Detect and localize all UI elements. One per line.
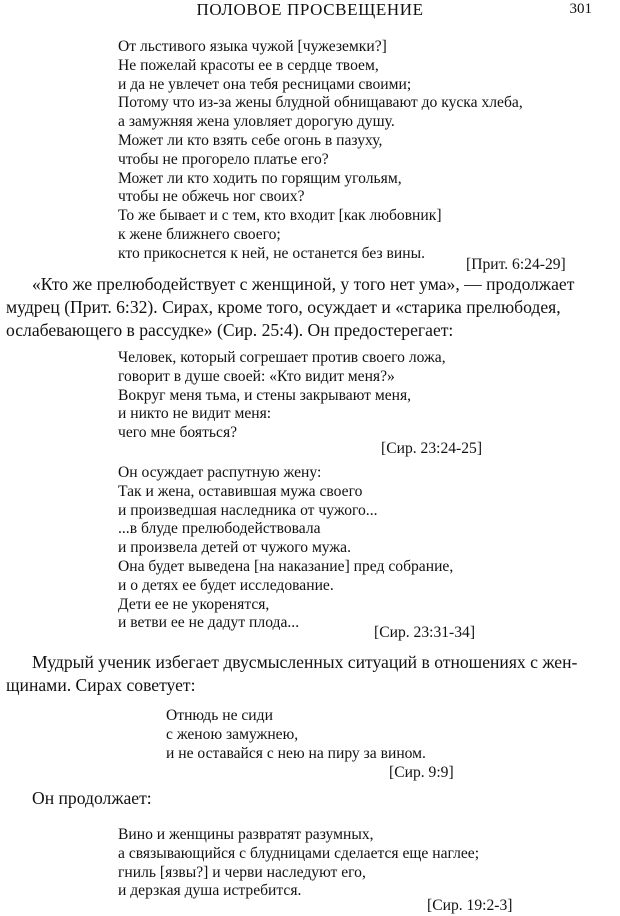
verse-line: ...в блуде прелюбодействовала: [118, 520, 321, 538]
quote-block-sirach-23-24: [118, 349, 446, 443]
verse-line: говорит в душе своей: «Кто видит меня?»: [118, 367, 395, 385]
verse-line: Так и жена, оставившая мужа своего: [118, 482, 363, 500]
verse-line: и дерзкая душа истребится.: [118, 882, 302, 900]
verse-line: Может ли кто ходить по горящим угольям,: [118, 169, 402, 187]
verse-line: а связывающийся с блудницами сделается еще наглее;: [118, 844, 480, 862]
verse-line: Потому что из-за жены блудной обнищавают до куска хлеба,: [118, 94, 523, 112]
verse-line: Человек, который согрешает против своего ложа,: [118, 349, 446, 366]
paragraph-line: мудрец (Прит. 6:32). Сирах, кроме того, осуждает и «старика прелюбодея,: [6, 297, 561, 317]
verse-line: и о детях ее будет исследование.: [118, 576, 334, 594]
citation-ref: [Прит. 6:24-29]: [466, 256, 566, 273]
citation-ref: [Сир. 19:2-3]: [427, 897, 513, 914]
quote-block-sirach-9-9: [166, 707, 426, 763]
verse-line: Не пожелай красоты ее в сердце твоем,: [118, 56, 379, 74]
citation-ref: [Сир. 23:24-25]: [381, 440, 483, 457]
verse-line: гниль [язвы?] и черви наследуют его,: [118, 863, 366, 881]
verse-line: Она будет выведена [на наказание] пред собрание,: [118, 557, 454, 575]
verse-line: От льстивого языка чужой [чужеземки?]: [118, 38, 387, 55]
verse-line: То же бывает и с тем, кто входит [как любовник]: [118, 207, 442, 225]
citation-ref: [Сир. 9:9]: [389, 764, 454, 781]
running-header-title: ПОЛОВОЕ ПРОСВЕЩЕНИЕ: [196, 0, 424, 19]
quote-block-sirach-23-31: [118, 464, 453, 633]
verse-line: Дети ее не укоренятся,: [118, 595, 270, 613]
verse-line: с женою замужнею,: [166, 725, 299, 743]
verse-line: и произвела детей от чужого мужа.: [118, 539, 351, 557]
paragraph-line: Мудрый ученик избегает двусмысленных ситуаций в отношениях с жен-: [32, 652, 578, 672]
verse-line: Вокруг меня тьма, и стены закрывают меня,: [118, 386, 412, 404]
verse-line: чтобы не обжечь ног своих?: [118, 188, 305, 206]
body-paragraph: [6, 651, 610, 697]
verse-line: и не оставайся с нею на пиру за вином.: [166, 744, 426, 762]
verse-line: и произведшая наследника от чужого...: [118, 501, 378, 519]
quote-block-proverbs: [118, 38, 523, 264]
verse-line: и да не увлечет она тебя ресницами своими;: [118, 75, 412, 93]
paragraph-line: щинами. Сирах советует:: [6, 675, 196, 695]
citation-ref: [Сир. 23:31-34]: [374, 624, 476, 641]
verse-line: Вино и женщины развратят разумных,: [118, 826, 374, 843]
paragraph-line: ослабевающего в рассудке» (Сир. 25:4). Он предостерегает:: [6, 320, 454, 340]
verse-line: кто прикоснется к ней, не останется без вины.: [118, 244, 425, 262]
paragraph-line: Он продолжает:: [32, 788, 152, 808]
verse-line: а замужняя жена уловляет дорогую душу.: [118, 113, 395, 131]
verse-line: и ветви ее не дадут плода...: [118, 614, 300, 632]
page-number: 301: [569, 1, 592, 17]
verse-line: Отнюдь не сиди: [166, 707, 273, 724]
verse-line: Он осуждает распутную жену:: [118, 464, 322, 481]
verse-line: и никто не видит меня:: [118, 405, 272, 423]
quote-block-sirach-19-2: [118, 826, 479, 901]
verse-line: чего мне бояться?: [118, 424, 238, 442]
verse-line: Может ли кто взять себе огонь в пазуху,: [118, 131, 383, 149]
paragraph-line: «Кто же прелюбодействует с женщиной, у того нет ума», — продолжает: [32, 274, 575, 294]
body-paragraph: [6, 273, 610, 342]
body-paragraph: [6, 787, 610, 810]
verse-line: к жене ближнего своего;: [118, 225, 281, 243]
verse-line: чтобы не прогорело платье его?: [118, 150, 329, 168]
